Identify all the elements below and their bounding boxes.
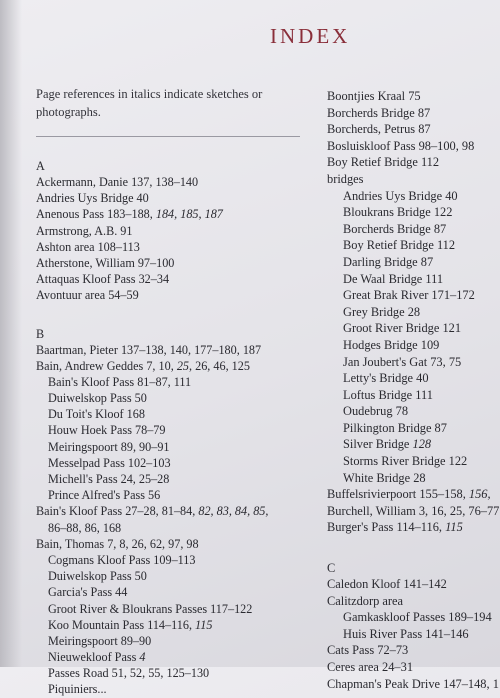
- entry-text: Duiwelskop Pass 50: [48, 569, 147, 584]
- section-gap: [327, 536, 499, 548]
- index-entry: [36, 536, 268, 552]
- index-subentry: [327, 453, 499, 470]
- entry-italic-pages: 184, 185, 187: [155, 207, 223, 222]
- entry-text: Houw Hoek Pass 78–79: [48, 423, 166, 438]
- entry-text: Borcherds Bridge 87: [343, 221, 447, 236]
- entry-text: Darling Bridge 87: [343, 254, 434, 269]
- index-entry: [327, 154, 499, 171]
- index-subentry: [327, 626, 499, 643]
- index-subentry: [327, 420, 499, 437]
- entry-text: Ceres area 24–31: [327, 660, 414, 674]
- index-subentry: [327, 221, 499, 238]
- entry-text: Jan Joubert's Gat 73, 75: [343, 354, 462, 369]
- index-entry: [327, 642, 499, 659]
- index-subentry: [36, 487, 268, 503]
- index-entry: [36, 255, 268, 271]
- index-column-left: [36, 158, 268, 698]
- entry-text: Gamkaskloof Passes 189–194: [343, 610, 492, 625]
- entry-text: Nieuwekloof Pass: [48, 650, 140, 665]
- entry-text: Cats Pass 72–73: [327, 643, 409, 658]
- entry-text: Grey Bridge 28: [343, 304, 421, 319]
- entry-text: Hodges Bridge 109: [343, 337, 440, 352]
- entry-text: Atherstone, William 97–100: [36, 255, 175, 270]
- entry-text: Passes Road 51, 52, 55, 125–130: [48, 666, 210, 681]
- entry-text: Baartman, Pieter 137–138, 140, 177–180, 187: [36, 342, 262, 357]
- index-subentry: [327, 354, 499, 371]
- index-subentry: [327, 337, 499, 354]
- index-subentry: [327, 609, 499, 626]
- index-subentry: [36, 681, 268, 697]
- index-entry: [36, 190, 268, 206]
- entry-text: Duiwelskop Pass 50: [48, 391, 147, 406]
- index-entry: [327, 659, 499, 676]
- entry-text: Du Toit's Kloof 168: [48, 407, 145, 422]
- section-gap: [36, 304, 268, 314]
- entry-text: Koo Mountain Pass 114–116,: [48, 617, 196, 632]
- index-subentry: [36, 455, 268, 471]
- entry-text: Attaquas Kloof Pass 32–34: [36, 272, 170, 287]
- entry-text: Armstrong, A.B. 91: [36, 223, 133, 238]
- entry-text: 86–88, 86, 168: [48, 520, 122, 535]
- index-subentry: [36, 568, 268, 584]
- entry-text: Anenous Pass 183–188,: [36, 207, 156, 222]
- entry-text: Bloukrans Bridge 122: [343, 205, 453, 220]
- index-subentry: [36, 649, 268, 665]
- index-subentry: [36, 439, 268, 455]
- index-subentry: [327, 470, 499, 487]
- index-subentry: [327, 436, 499, 453]
- entry-italic-pages: 115: [445, 520, 463, 535]
- entry-italic-pages: 25: [176, 358, 189, 373]
- entry-text: Garcia's Pass 44: [48, 585, 128, 600]
- entry-text: Burger's Pass 114–116,: [327, 520, 446, 535]
- index-subentry: [327, 387, 499, 404]
- index-entry: [327, 121, 499, 138]
- entry-text: Groot River Bridge 121: [343, 321, 462, 336]
- index-subentry: [327, 188, 499, 205]
- entry-italic-pages: 156,: [468, 487, 491, 502]
- entry-text: C: [327, 561, 336, 576]
- entry-text: De Waal Bridge 111: [343, 271, 444, 286]
- entry-text: Cogmans Kloof Pass 109–113: [48, 552, 196, 567]
- index-subentry: [327, 237, 499, 254]
- entry-text: Bain's Kloof Pass 27–28, 81–84,: [36, 504, 199, 519]
- entry-italic-pages: 115: [195, 617, 213, 632]
- index-entry: [327, 593, 499, 610]
- entry-text: Messelpad Pass 102–103: [48, 455, 171, 470]
- entry-text: Huis River Pass 141–146: [343, 626, 469, 641]
- entry-text: Pilkington Bridge 87: [343, 420, 447, 435]
- entry-text: Boy Retief Bridge 112: [327, 155, 440, 170]
- entry-text: Bosluiskloof Pass 98–100, 98: [327, 138, 475, 153]
- entry-text: Groot River & Bloukrans Passes 117–122: [48, 601, 253, 616]
- index-subentry: [327, 320, 499, 337]
- index-entry: [327, 138, 499, 155]
- page-title: INDEX: [270, 24, 351, 48]
- italics-note: Page references in italics indicate sketches or photographs.: [36, 87, 263, 119]
- entry-text: Piquiniers...: [48, 682, 107, 697]
- entry-text: B: [36, 326, 45, 341]
- entry-text: Silver Bridge: [343, 437, 413, 452]
- index-subentry: [36, 520, 268, 536]
- index-subentry: [36, 422, 268, 438]
- index-subentry: [327, 370, 499, 387]
- entry-text: Michell's Pass 24, 25–28: [48, 472, 170, 486]
- entry-text: bridges: [327, 171, 364, 186]
- entry-text-rest: , 26, 46, 125: [189, 358, 250, 373]
- entry-text: Andries Uys Bridge 40: [343, 188, 458, 203]
- index-subentry: [36, 406, 268, 422]
- index-subentry: [36, 665, 268, 681]
- section-letter: [36, 326, 268, 342]
- entry-text: Bain, Thomas 7, 8, 26, 62, 97, 98: [36, 536, 199, 551]
- entry-text: Loftus Bridge 111: [343, 387, 433, 402]
- entry-text: Oudebrug 78: [343, 404, 409, 419]
- index-subentry: [327, 287, 499, 304]
- index-entry: [36, 174, 268, 190]
- index-subentry: [36, 374, 268, 390]
- entry-text: Burchell, William 3, 16, 25, 76–77: [327, 503, 500, 518]
- index-entry: [36, 342, 268, 358]
- index-entry: [327, 486, 499, 503]
- entry-text: Meiringspoort 89–90: [48, 633, 152, 648]
- index-subentry: [327, 403, 499, 420]
- entry-text: Great Brak River 171–172: [343, 288, 475, 303]
- entry-text: Borcherds Bridge 87: [327, 105, 431, 120]
- section-letter: [327, 560, 499, 576]
- entry-text: Avontuur area 54–59: [36, 288, 139, 303]
- index-subentry: [36, 617, 268, 633]
- index-entry: [36, 223, 268, 239]
- entry-text: Calitzdorp area: [327, 593, 404, 608]
- index-entry: [327, 105, 499, 122]
- index-subentry: [36, 601, 268, 617]
- entry-text: Chapman's Peak Drive 147–148, 1: [327, 676, 499, 691]
- index-entry: [327, 88, 499, 105]
- divider-rule: [36, 136, 300, 137]
- index-subentry: [327, 204, 499, 221]
- entry-text: Ackermann, Danie 137, 138–140: [36, 175, 199, 189]
- entry-text: Prince Alfred's Pass 56: [48, 488, 161, 503]
- index-entry: [327, 676, 499, 693]
- index-entry: [36, 503, 268, 519]
- entry-text: Bain, Andrew Geddes 7, 10,: [36, 358, 177, 373]
- index-entry: [36, 287, 268, 303]
- index-entry: [36, 206, 268, 222]
- index-subentry: [327, 304, 499, 321]
- index-column-right: [327, 88, 499, 692]
- entry-text: Borcherds, Petrus 87: [327, 122, 431, 137]
- entry-text: Boontjies Kraal 75: [327, 89, 421, 103]
- index-entry: [327, 576, 499, 593]
- index-entry: [327, 519, 499, 536]
- index-entry: [36, 358, 268, 374]
- section-letter: [36, 158, 268, 174]
- index-subentry: [327, 254, 499, 271]
- entry-text: Caledon Kloof 141–142: [327, 577, 447, 592]
- index-subentry: [327, 271, 499, 288]
- index-subentry: [36, 584, 268, 600]
- index-entry: [327, 503, 499, 520]
- entry-text: Andries Uys Bridge 40: [36, 191, 149, 206]
- entry-text: White Bridge 28: [343, 470, 426, 485]
- entry-text: Bain's Kloof Pass 81–87, 111: [48, 374, 192, 389]
- entry-text: Ashton area 108–113: [36, 239, 140, 254]
- entry-text: Storms River Bridge 122: [343, 454, 468, 469]
- entry-text: A: [36, 159, 45, 173]
- index-subentry: [36, 390, 268, 406]
- index-subentry: [36, 552, 268, 568]
- entry-text: Meiringspoort 89, 90–91: [48, 439, 170, 454]
- entry-italic-pages: 128: [412, 437, 432, 452]
- index-subentry: [36, 633, 268, 649]
- entry-text: Boy Retief Bridge 112: [343, 238, 456, 253]
- entry-text: Buffelsrivierpoort 155–158,: [327, 487, 469, 502]
- index-entry: [36, 239, 268, 255]
- entry-italic-pages: 82, 83, 84, 85,: [198, 504, 269, 519]
- page-gutter-shadow: [0, 0, 22, 667]
- index-subentry: [36, 471, 268, 487]
- entry-italic-pages: 4: [139, 650, 146, 665]
- entry-text: Letty's Bridge 40: [343, 371, 429, 386]
- index-entry: [327, 171, 499, 188]
- index-entry: [36, 271, 268, 287]
